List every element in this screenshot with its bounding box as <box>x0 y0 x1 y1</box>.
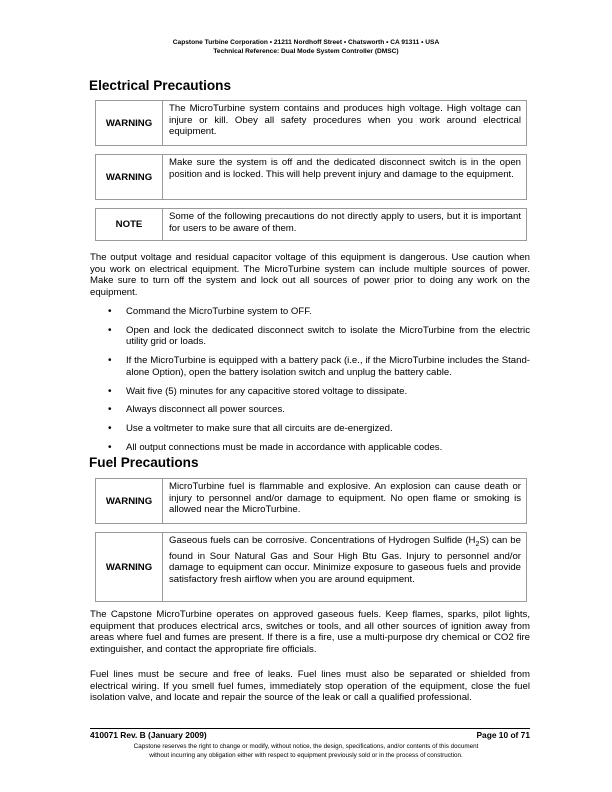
notice-text <box>163 533 526 601</box>
list-item: • If the MicroTurbine is equipped with a battery pack (i.e., if the MicroTurbine includes the Stand-alone Option), open the battery isolation switch and unplug the battery cable. <box>90 355 530 378</box>
notice-text: Some of the following precautions do not directly apply to users, but it is important for users to be aware of them. <box>169 211 521 234</box>
warning-box-disconnect-switch <box>95 154 527 200</box>
electrical-precautions-heading: Electrical Precautions <box>89 78 232 93</box>
note-box-precautions <box>95 208 527 241</box>
notice-label: WARNING <box>96 155 163 199</box>
document-number: 410071 Rev. B (January 2009) <box>90 730 207 740</box>
footer-disclaimer <box>80 743 532 760</box>
list-item: • Command the MicroTurbine system to OFF. <box>90 306 530 318</box>
notice-label: WARNING <box>96 101 163 145</box>
footer-divider <box>90 728 530 729</box>
disclaimer-line: Capstone reserves the right to change or modify, without notice, the design, specifications, and/or contents of this document <box>133 743 479 750</box>
notice-label: NOTE <box>96 209 163 240</box>
list-item: • All output connections must be made in accordance with applicable codes. <box>90 442 530 454</box>
warning-box-flammable-fuel <box>95 478 527 524</box>
electrical-paragraph: The output voltage and residual capacitor voltage of this equipment is dangerous. Use caution when you work on electrical equipment. The MicroTurbine system can include multiple sources of power. Make sure to turn off the system and lock out all sources of power prior to doing any work on the equipment. <box>90 252 530 298</box>
fuel-paragraph-ignition: The Capstone MicroTurbine operates on approved gaseous fuels. Keep flames, sparks, pilot lights, equipment that produces electrical arcs, switches or tools, and all other sources of ignition away from areas where fuel and fumes are present. If there is a fire, use a multi-purpose dry chemical or CO2 fire extinguisher, and contact the appropriate fire officials. <box>90 609 530 655</box>
fuel-paragraph-leaks: Fuel lines must be secure and free of leaks. Fuel lines must also be separated or shielded from electrical wiring. If you smell fuel fumes, immediately stop operation of the equipment, close the fuel isolation valve, and locate and repair the source of the leak or call a qualified professional. <box>90 669 530 704</box>
notice-label: WARNING <box>96 479 163 523</box>
disclaimer-line: without incurring any obligation either with respect to equipment previously sold or in the process of construction. <box>149 751 463 759</box>
text-segment: S) can be found in Sour Natural Gas and Sour High Btu Gas. Injury to personnel and/or damage to equipment can occur. Minimize exposure to gaseous fuels and provide satisfactory fresh airflow when you are around equipment. <box>169 535 521 585</box>
notice-text: The MicroTurbine system contains and produces high voltage. High voltage can injure or kill. Obey all safety procedures when you work around electrical equipment. <box>169 103 521 138</box>
h2s-subscript: 2 <box>475 540 480 548</box>
warning-box-high-voltage <box>95 100 527 146</box>
notice-label: WARNING <box>96 533 163 601</box>
list-item: • Always disconnect all power sources. <box>90 404 530 416</box>
warning-box-corrosive-fuel <box>95 532 527 602</box>
text-segment: Gaseous fuels can be corrosive. Concentrations of Hydrogen Sulfide (H <box>169 535 476 546</box>
list-item: • Wait five (5) minutes for any capacitive stored voltage to dissipate. <box>90 386 530 398</box>
header-reference-line: Technical Reference: Dual Mode System Controller (DMSC) <box>213 48 399 56</box>
fuel-precautions-heading: Fuel Precautions <box>89 455 199 470</box>
page-header <box>0 38 612 57</box>
electrical-bullet-list <box>90 306 530 461</box>
header-company-line: Capstone Turbine Corporation • 21211 Nordhoff Street • Chatsworth • CA 91311 • USA <box>172 39 440 46</box>
notice-text: MicroTurbine fuel is flammable and explosive. An explosion can cause death or injury to personnel and/or damage to equipment. No open flame or smoking is allowed near the MicroTurbine. <box>169 481 521 516</box>
list-item: • Open and lock the dedicated disconnect switch to isolate the MicroTurbine from the electric utility grid or loads. <box>90 325 530 348</box>
page-number: Page 10 of 71 <box>476 730 530 740</box>
list-item: • Use a voltmeter to make sure that all circuits are de-energized. <box>90 423 530 435</box>
notice-text: Make sure the system is off and the dedicated disconnect switch is in the open position and is locked. This will help prevent injury and damage to the equipment. <box>169 157 521 180</box>
